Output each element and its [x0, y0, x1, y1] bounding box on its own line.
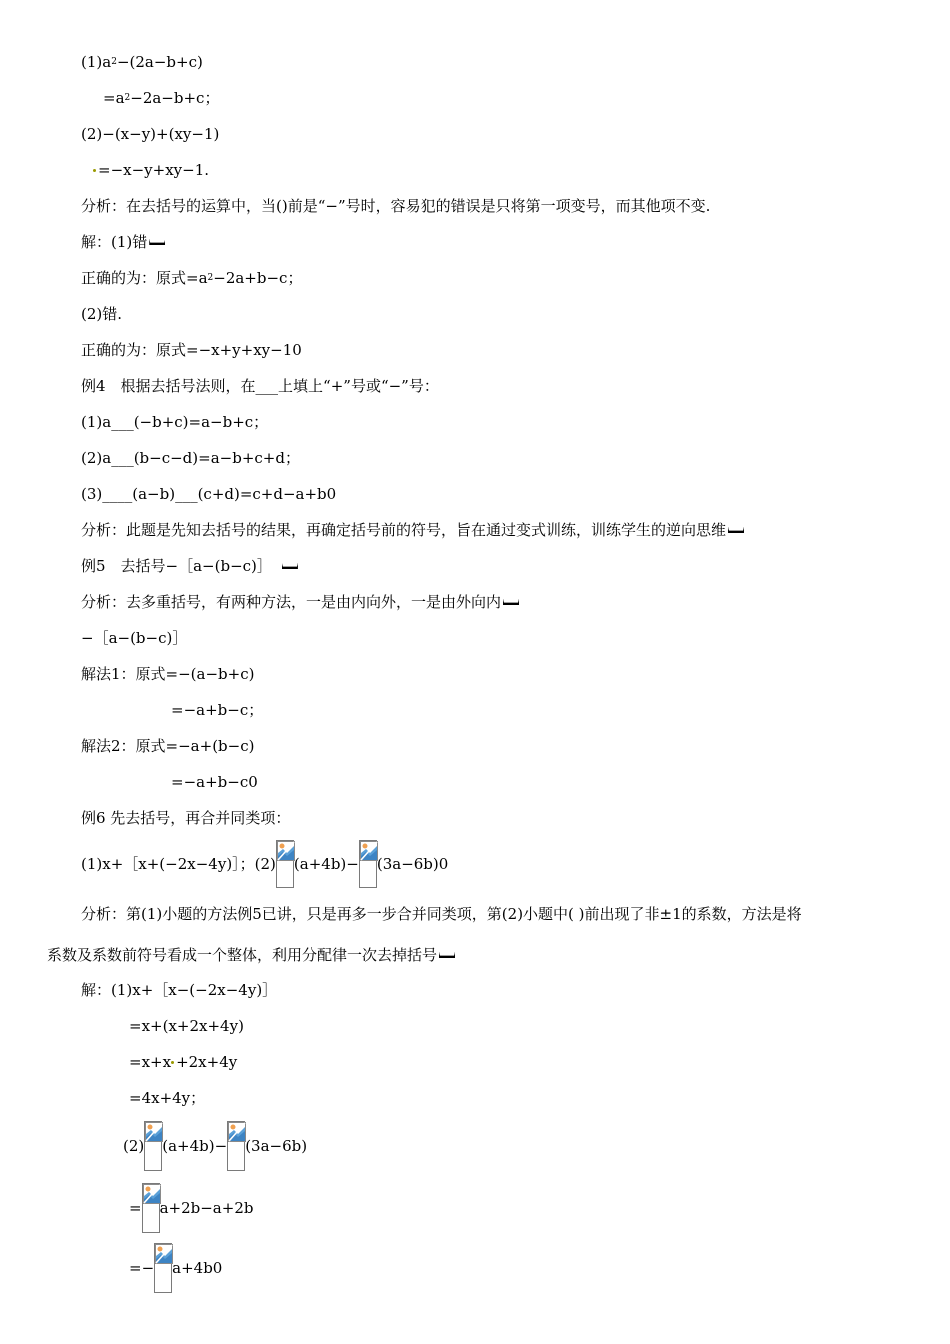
line-25: [47, 945, 455, 965]
text: 解：(1)x+［x−(−2x−4y)］: [81, 981, 278, 999]
text: 分析：去多重括号，有两种方法，一是由内向外，一是由外向内: [81, 593, 502, 611]
line-14: [81, 520, 744, 540]
line-28: [129, 1052, 237, 1072]
line-9: [81, 340, 302, 360]
line-1: (1)a 2 −(2a−b+c): [81, 53, 203, 71]
text: 解：(1)错: [81, 233, 148, 251]
line-26: [81, 980, 277, 1000]
text: (2)a___(b−c−d)=a−b+c+d；: [81, 449, 300, 467]
line-19: [171, 700, 263, 720]
text: (3a−6b)0: [376, 855, 449, 873]
text: (2): [123, 1137, 145, 1155]
text: 例4 根据去括号法则，在___上填上“+”号或“−”号：: [81, 377, 439, 395]
line-29: [129, 1088, 205, 1108]
line-12: [81, 448, 300, 468]
text: −2a−b+c；: [130, 89, 220, 107]
anchor-dot-icon: [171, 1061, 174, 1064]
line-32: [129, 1242, 222, 1294]
text: (1)x+［x+(−2x−4y)］；(2): [81, 855, 276, 873]
text: =x+x: [129, 1053, 172, 1071]
broken-image-icon: [144, 1121, 162, 1171]
line-17: [81, 628, 187, 648]
text: 例6 先去括号，再合并同类项：: [81, 809, 291, 827]
line-4: [93, 160, 209, 180]
text: 解法2：原式=−a+(b−c): [81, 737, 255, 755]
text: (3)____(a−b)___(c+d)=c+d−a+b0: [81, 485, 337, 503]
text: 例5 去括号−［a−(b−c)］: [81, 557, 272, 575]
line-10: [81, 376, 439, 396]
line-23: [81, 840, 448, 888]
text: 正确的为：原式=a: [81, 269, 208, 287]
text: +2x+4y: [176, 1053, 238, 1071]
line-11: [81, 412, 268, 432]
text: =4x+4y；: [129, 1089, 206, 1107]
text: (2)错.: [81, 305, 123, 323]
line-31: [129, 1182, 253, 1234]
text: =−x−y+xy−1.: [98, 161, 210, 179]
broken-image-icon: [142, 1183, 160, 1233]
line-21: [171, 772, 258, 792]
text: 分析：此题是先知去括号的结果，再确定括号前的符号，旨在通过变式训练，训练学生的逆向思维: [81, 521, 727, 539]
text: 分析：在去括号的运算中，当()前是“−”号时，容易犯的错误是只将第一项变号，而其他项不变.: [81, 197, 711, 215]
text: a+4b0: [172, 1259, 223, 1277]
line-8: [81, 304, 122, 324]
line-27: [129, 1016, 244, 1036]
text: (a+4b)−: [162, 1137, 228, 1155]
text: =x+(x+2x+4y): [129, 1017, 244, 1035]
paragraph-mark-icon: [728, 527, 744, 533]
text: =−: [129, 1259, 155, 1277]
text: 系数及系数前符号看成一个整体，利用分配律一次去掉括号: [47, 946, 438, 964]
paragraph-mark-icon: [439, 952, 455, 958]
text: 正确的为：原式=−x+y+xy−10: [81, 341, 302, 359]
text: a+2b−a+2b: [159, 1199, 254, 1217]
line-15: [81, 556, 298, 576]
line-22: [81, 808, 290, 828]
broken-image-icon: [227, 1121, 245, 1171]
text: 分析：第(1)小题的方法例5已讲，只是再多一步合并同类项，第(2)小题中( )前出现了非±1的系数，方法是将: [81, 905, 802, 923]
text: 解法1：原式=−(a−b+c): [81, 665, 255, 683]
line-13: [81, 484, 336, 504]
text: (1)a___(−b+c)=a−b+c；: [81, 413, 269, 431]
text: =−a+b−c；: [171, 701, 264, 719]
text: (a+4b)−: [293, 855, 359, 873]
text: −2a+b−c；: [213, 269, 303, 287]
text: =: [129, 1199, 142, 1217]
text: =−a+b−c0: [171, 773, 258, 791]
paragraph-mark-icon: [503, 599, 519, 605]
line-6: [81, 232, 165, 252]
text: −［a−(b−c)］: [81, 629, 188, 647]
text: (3a−6b): [245, 1137, 308, 1155]
line-16: [81, 592, 519, 612]
line-20: [81, 736, 254, 756]
broken-image-icon: [359, 840, 377, 888]
broken-image-icon: [276, 840, 294, 888]
line-30: [123, 1120, 307, 1172]
line-24: [81, 904, 802, 924]
paragraph-mark-icon: [149, 239, 165, 245]
broken-image-icon: [154, 1243, 172, 1293]
line-18: [81, 664, 254, 684]
line-3: [81, 124, 219, 144]
line-2: =a 2 −2a−b+c；: [103, 89, 220, 107]
line-7: 正确的为：原式=a 2 −2a+b−c；: [81, 269, 303, 287]
text: (2)−(x−y)+(xy−1): [81, 125, 220, 143]
line-5: [81, 196, 710, 216]
text: =a: [103, 89, 125, 107]
text: −(2a−b+c): [116, 53, 203, 71]
anchor-dot-icon: [93, 169, 96, 172]
text: (1)a: [81, 53, 112, 71]
paragraph-mark-icon: [282, 563, 298, 569]
